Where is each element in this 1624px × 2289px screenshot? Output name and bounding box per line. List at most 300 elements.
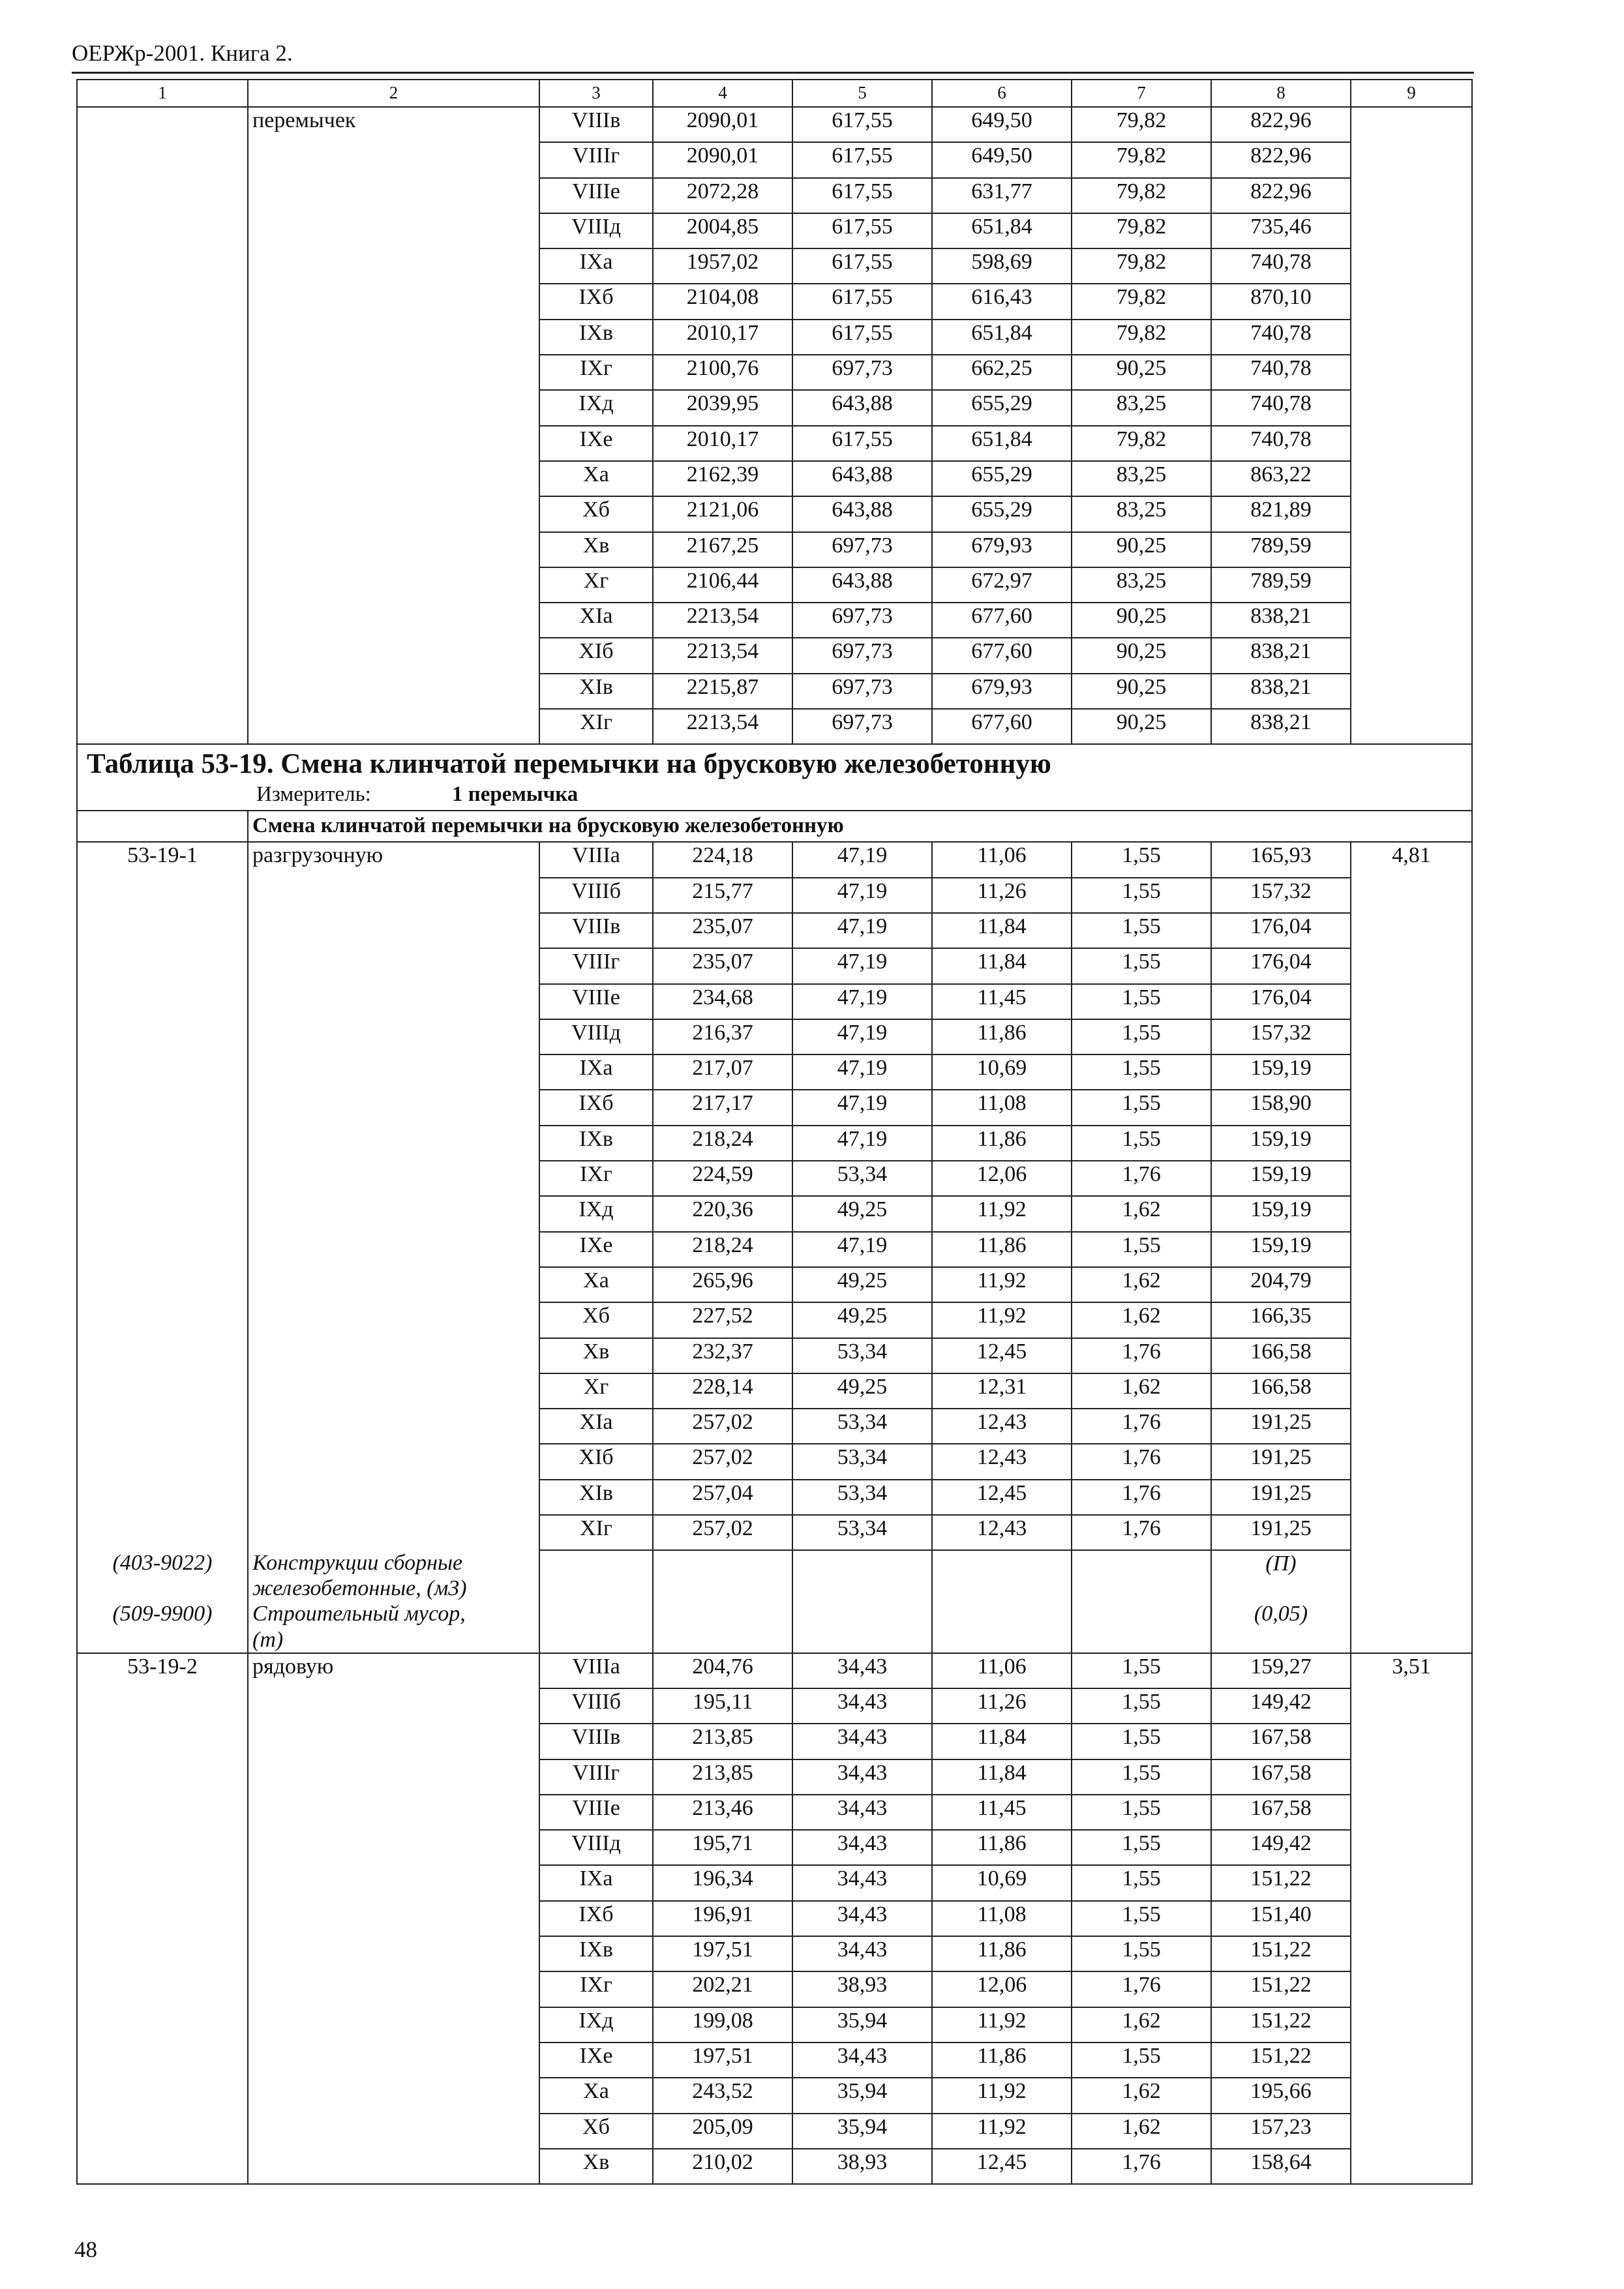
machines-cell: 649,50	[932, 142, 1072, 177]
labor-cell	[1351, 1055, 1472, 1090]
table-row	[77, 1444, 1472, 1479]
machines-cell: 651,84	[932, 213, 1072, 248]
table-row	[77, 567, 1472, 603]
zone-cell: IXд	[539, 1196, 653, 1231]
code-cell	[77, 461, 248, 496]
description-cell	[248, 1302, 539, 1338]
zone-cell: VIIIд	[539, 213, 653, 248]
machines-cell: 12,43	[932, 1515, 1072, 1550]
zone-cell: IXб	[539, 284, 653, 319]
wages-cell: 34,43	[792, 2042, 932, 2078]
total-cost-cell: 195,11	[653, 1688, 792, 1724]
total-cost-cell: 2004,85	[653, 213, 792, 248]
table-row	[77, 878, 1472, 913]
code-cell	[77, 107, 248, 142]
labor-cell	[1351, 2042, 1472, 2078]
zone-cell: IXд	[539, 390, 653, 425]
materials-cell: 167,58	[1211, 1795, 1351, 1830]
machinist-wages-cell: 90,25	[1072, 355, 1211, 390]
total-cost-cell: 218,24	[653, 1126, 792, 1161]
description-cell	[248, 1090, 539, 1125]
description-cell: рядовую	[248, 1653, 539, 1688]
zone-cell: XIв	[539, 1480, 653, 1515]
wages-cell: 34,43	[792, 1688, 932, 1724]
zone-cell: VIIIа	[539, 1653, 653, 1688]
table-row	[77, 390, 1472, 425]
code-cell	[77, 496, 248, 531]
machines-cell: 11,45	[932, 984, 1072, 1019]
zone-cell: Xа	[539, 461, 653, 496]
materials-cell: 838,21	[1211, 709, 1351, 744]
wages-cell: 34,43	[792, 1830, 932, 1865]
zone-cell: VIIIг	[539, 142, 653, 177]
section-title: Смена клинчатой перемычки на брусковую железобетонную	[248, 811, 1472, 842]
machines-cell: 11,86	[932, 1019, 1072, 1055]
labor-cell	[1351, 1373, 1472, 1409]
table-row	[77, 1126, 1472, 1161]
wages-cell: 34,43	[792, 1936, 932, 1971]
wages-cell: 617,55	[792, 142, 932, 177]
table-row	[77, 913, 1472, 948]
machines-cell: 11,45	[932, 1795, 1072, 1830]
machinist-wages-cell: 1,55	[1072, 1865, 1211, 1900]
wages-cell: 47,19	[792, 1090, 932, 1125]
machinist-wages-cell: 1,76	[1072, 1971, 1211, 2007]
description-cell	[248, 426, 539, 461]
description-cell	[248, 878, 539, 913]
code-cell	[77, 1302, 248, 1338]
description-cell	[248, 1688, 539, 1724]
wages-cell: 47,19	[792, 913, 932, 948]
machinist-wages-cell: 1,55	[1072, 1232, 1211, 1267]
total-cost-cell: 235,07	[653, 913, 792, 948]
wages-cell: 643,88	[792, 390, 932, 425]
column-number: 7	[1072, 80, 1211, 107]
machinist-wages-cell: 79,82	[1072, 284, 1211, 319]
materials-cell: 167,58	[1211, 1724, 1351, 1759]
materials-cell: 159,19	[1211, 1161, 1351, 1196]
wages-cell: 643,88	[792, 496, 932, 531]
table-row	[77, 709, 1472, 744]
machines-cell: 11,26	[932, 1688, 1072, 1724]
description-cell	[248, 496, 539, 531]
code-cell	[77, 532, 248, 567]
wages-cell: 49,25	[792, 1196, 932, 1231]
labor-cell	[1351, 878, 1472, 913]
wages-cell: 697,73	[792, 532, 932, 567]
materials-cell: 176,04	[1211, 984, 1351, 1019]
machines-cell: 11,92	[932, 2078, 1072, 2113]
machinist-wages-cell: 1,55	[1072, 984, 1211, 1019]
zone-cell: VIIIг	[539, 1759, 653, 1795]
machines-cell: 12,31	[932, 1373, 1072, 1409]
zone-cell: VIIIд	[539, 1019, 653, 1055]
column-number: 3	[539, 80, 653, 107]
code-cell	[77, 2149, 248, 2184]
total-cost-cell: 227,52	[653, 1302, 792, 1338]
wages-cell: 643,88	[792, 567, 932, 603]
code-cell	[77, 1865, 248, 1900]
zone-cell: VIIIв	[539, 107, 653, 142]
wages-cell: 35,94	[792, 2114, 932, 2149]
machines-cell: 11,92	[932, 1196, 1072, 1231]
table-row	[77, 1830, 1472, 1865]
empty-cell	[932, 1550, 1072, 1601]
description-cell	[248, 142, 539, 177]
wages-cell: 34,43	[792, 1795, 932, 1830]
machines-cell: 11,86	[932, 1126, 1072, 1161]
description-cell	[248, 1759, 539, 1795]
description-cell	[248, 532, 539, 567]
zone-cell: XIб	[539, 638, 653, 673]
machinist-wages-cell: 1,55	[1072, 1019, 1211, 1055]
wages-cell: 53,34	[792, 1444, 932, 1479]
materials-cell: 166,58	[1211, 1373, 1351, 1409]
materials-cell: 165,93	[1211, 842, 1351, 877]
description-cell	[248, 1480, 539, 1515]
total-cost-cell: 196,91	[653, 1901, 792, 1936]
machinist-wages-cell: 79,82	[1072, 107, 1211, 142]
description-cell	[248, 355, 539, 390]
labor-cell	[1351, 1936, 1472, 1971]
zone-cell: Xб	[539, 2114, 653, 2149]
labor-cell	[1351, 1302, 1472, 1338]
table-row	[77, 1795, 1472, 1830]
wages-cell: 53,34	[792, 1161, 932, 1196]
description-cell	[248, 948, 539, 983]
total-cost-cell: 2010,17	[653, 320, 792, 355]
code-cell	[77, 2114, 248, 2149]
wages-cell: 53,34	[792, 1515, 932, 1550]
machinist-wages-cell: 1,62	[1072, 1267, 1211, 1302]
machinist-wages-cell: 1,62	[1072, 2078, 1211, 2113]
table-row	[77, 1865, 1472, 1900]
materials-cell: 822,96	[1211, 107, 1351, 142]
wages-cell: 35,94	[792, 2007, 932, 2042]
description-cell	[248, 1409, 539, 1444]
labor-cell	[1351, 1759, 1472, 1795]
table-row	[77, 1688, 1472, 1724]
machinist-wages-cell: 79,82	[1072, 178, 1211, 213]
total-cost-cell: 243,52	[653, 2078, 792, 2113]
description-cell	[248, 603, 539, 638]
total-cost-cell: 216,37	[653, 1019, 792, 1055]
zone-cell: IXв	[539, 1936, 653, 1971]
resource-name	[248, 1550, 539, 1601]
zone-cell: VIIIб	[539, 878, 653, 913]
materials-cell: 157,32	[1211, 1019, 1351, 1055]
empty-cell	[792, 1601, 932, 1653]
labor-cell	[1351, 1338, 1472, 1373]
total-cost-cell: 218,24	[653, 1232, 792, 1267]
labor-cell	[1351, 1865, 1472, 1900]
code-cell	[77, 284, 248, 319]
wages-cell: 34,43	[792, 1865, 932, 1900]
description-cell	[248, 1196, 539, 1231]
description-cell	[248, 1055, 539, 1090]
code-cell	[77, 1161, 248, 1196]
machines-cell: 11,84	[932, 1724, 1072, 1759]
column-number: 6	[932, 80, 1072, 107]
total-cost-cell: 205,09	[653, 2114, 792, 2149]
total-cost-cell: 257,02	[653, 1515, 792, 1550]
total-cost-cell: 232,37	[653, 1338, 792, 1373]
measure-value: 1 перемычка	[452, 783, 579, 807]
code-cell	[77, 709, 248, 744]
table-row	[77, 1759, 1472, 1795]
description-cell	[248, 913, 539, 948]
materials-cell: 191,25	[1211, 1515, 1351, 1550]
rates-table	[76, 79, 1473, 2185]
machinist-wages-cell: 1,76	[1072, 1444, 1211, 1479]
labor-cell	[1351, 674, 1472, 709]
zone-cell: IXд	[539, 2007, 653, 2042]
resource-code: (403-9022)	[77, 1550, 248, 1601]
labor-cell	[1351, 1480, 1472, 1515]
table-row	[77, 426, 1472, 461]
machines-cell: 677,60	[932, 603, 1072, 638]
zone-cell: XIг	[539, 1515, 653, 1550]
code-cell	[77, 142, 248, 177]
machinist-wages-cell: 1,55	[1072, 1759, 1211, 1795]
materials-cell: 789,59	[1211, 567, 1351, 603]
wages-cell: 35,94	[792, 2078, 932, 2113]
wages-cell: 697,73	[792, 355, 932, 390]
table-row	[77, 1724, 1472, 1759]
zone-cell: IXе	[539, 1232, 653, 1267]
machines-cell: 11,86	[932, 1232, 1072, 1267]
labor-cell	[1351, 948, 1472, 983]
labor-cell	[1351, 1444, 1472, 1479]
labor-cell	[1351, 284, 1472, 319]
labor-cell	[1351, 107, 1472, 142]
machines-cell: 12,43	[932, 1444, 1072, 1479]
total-cost-cell: 257,02	[653, 1409, 792, 1444]
materials-cell: 158,64	[1211, 2149, 1351, 2184]
materials-cell: 159,19	[1211, 1196, 1351, 1231]
machines-cell: 651,84	[932, 426, 1072, 461]
table-row	[77, 1055, 1472, 1090]
description-cell	[248, 1515, 539, 1550]
code-cell	[77, 1055, 248, 1090]
materials-cell: 740,78	[1211, 320, 1351, 355]
labor-cell	[1351, 532, 1472, 567]
description-cell	[248, 1830, 539, 1865]
machinist-wages-cell: 1,62	[1072, 1196, 1211, 1231]
machinist-wages-cell: 1,76	[1072, 1515, 1211, 1550]
code-cell	[77, 1090, 248, 1125]
zone-cell: VIIIа	[539, 842, 653, 877]
machinist-wages-cell: 1,55	[1072, 842, 1211, 877]
total-cost-cell: 2213,54	[653, 709, 792, 744]
description-cell: перемычек	[248, 107, 539, 142]
description-cell	[248, 248, 539, 284]
zone-cell: Xг	[539, 1373, 653, 1409]
machines-cell: 11,84	[932, 913, 1072, 948]
machines-cell: 11,84	[932, 948, 1072, 983]
table-row	[77, 984, 1472, 1019]
wages-cell: 617,55	[792, 426, 932, 461]
empty-cell	[792, 1550, 932, 1601]
total-cost-cell: 2100,76	[653, 355, 792, 390]
code-cell	[77, 567, 248, 603]
column-number: 1	[77, 80, 248, 107]
table-row	[77, 1090, 1472, 1125]
table-row	[77, 284, 1472, 319]
total-cost-cell: 196,34	[653, 1865, 792, 1900]
resource-name-line: Конструкции сборные	[252, 1551, 463, 1576]
machines-cell: 10,69	[932, 1055, 1072, 1090]
total-cost-cell: 210,02	[653, 2149, 792, 2184]
code-cell	[77, 948, 248, 983]
machines-cell: 655,29	[932, 496, 1072, 531]
zone-cell: VIIIе	[539, 1795, 653, 1830]
labor-cell	[1351, 1795, 1472, 1830]
code-cell	[77, 1019, 248, 1055]
total-cost-cell: 2072,28	[653, 178, 792, 213]
labor-cell	[1351, 984, 1472, 1019]
machines-cell: 11,08	[932, 1090, 1072, 1125]
table-row	[77, 1161, 1472, 1196]
resource-value: (0,05)	[1211, 1601, 1351, 1653]
table-row	[77, 1373, 1472, 1409]
zone-cell: VIIIв	[539, 913, 653, 948]
header-rule	[72, 72, 1474, 74]
materials-cell: 191,25	[1211, 1409, 1351, 1444]
resource-row	[77, 1550, 1472, 1601]
machinist-wages-cell: 79,82	[1072, 142, 1211, 177]
description-cell	[248, 638, 539, 673]
wages-cell: 697,73	[792, 674, 932, 709]
code-cell	[77, 1196, 248, 1231]
machines-cell: 11,92	[932, 1302, 1072, 1338]
total-cost-cell: 2090,01	[653, 107, 792, 142]
machinist-wages-cell: 1,55	[1072, 1795, 1211, 1830]
total-cost-cell: 224,18	[653, 842, 792, 877]
materials-cell: 167,58	[1211, 1759, 1351, 1795]
code-cell	[77, 1409, 248, 1444]
machines-cell: 655,29	[932, 390, 1072, 425]
machinist-wages-cell: 1,62	[1072, 1373, 1211, 1409]
total-cost-cell: 195,71	[653, 1830, 792, 1865]
description-cell	[248, 1232, 539, 1267]
code-cell	[77, 1830, 248, 1865]
machines-cell: 11,92	[932, 1267, 1072, 1302]
total-cost-cell: 2010,17	[653, 426, 792, 461]
description-cell	[248, 1901, 539, 1936]
description-cell	[248, 674, 539, 709]
code-cell	[77, 1373, 248, 1409]
zone-cell: IXг	[539, 355, 653, 390]
machines-cell: 11,06	[932, 842, 1072, 877]
materials-cell: 191,25	[1211, 1444, 1351, 1479]
materials-cell: 789,59	[1211, 532, 1351, 567]
labor-cell	[1351, 426, 1472, 461]
materials-cell: 822,96	[1211, 178, 1351, 213]
code-cell	[77, 1480, 248, 1515]
table-row	[77, 948, 1472, 983]
column-number: 9	[1351, 80, 1472, 107]
machinist-wages-cell: 1,55	[1072, 913, 1211, 948]
wages-cell: 617,55	[792, 178, 932, 213]
labor-cell	[1351, 1019, 1472, 1055]
table-row	[77, 1480, 1472, 1515]
machinist-wages-cell: 79,82	[1072, 248, 1211, 284]
materials-cell: 822,96	[1211, 142, 1351, 177]
wages-cell: 697,73	[792, 603, 932, 638]
empty-cell	[1072, 1550, 1211, 1601]
table-row	[77, 461, 1472, 496]
total-cost-cell: 257,02	[653, 1444, 792, 1479]
zone-cell: Xв	[539, 1338, 653, 1373]
zone-cell: IXе	[539, 2042, 653, 2078]
wages-cell: 34,43	[792, 1724, 932, 1759]
labor-cell	[1351, 567, 1472, 603]
machinist-wages-cell: 83,25	[1072, 461, 1211, 496]
machines-cell: 11,92	[932, 2114, 1072, 2149]
zone-cell: Xб	[539, 1302, 653, 1338]
machines-cell: 651,84	[932, 320, 1072, 355]
table-body	[77, 80, 1472, 2184]
materials-cell: 159,19	[1211, 1232, 1351, 1267]
code-cell	[77, 638, 248, 673]
machines-cell: 12,45	[932, 1480, 1072, 1515]
materials-cell: 863,22	[1211, 461, 1351, 496]
code-cell	[77, 390, 248, 425]
total-cost-cell: 215,77	[653, 878, 792, 913]
labor-cell	[1351, 320, 1472, 355]
table-row	[77, 1936, 1472, 1971]
zone-cell: VIIIв	[539, 1724, 653, 1759]
code-cell	[77, 1267, 248, 1302]
total-cost-cell: 217,17	[653, 1090, 792, 1125]
resource-name-line: (т)	[252, 1627, 284, 1652]
wages-cell: 47,19	[792, 948, 932, 983]
wages-cell: 49,25	[792, 1267, 932, 1302]
table-row	[77, 1653, 1472, 1688]
description-cell	[248, 1936, 539, 1971]
resource-row	[77, 1601, 1472, 1653]
materials-cell: 821,89	[1211, 496, 1351, 531]
wages-cell: 47,19	[792, 878, 932, 913]
machinist-wages-cell: 1,55	[1072, 1830, 1211, 1865]
machinist-wages-cell: 1,55	[1072, 948, 1211, 983]
labor-cell	[1351, 603, 1472, 638]
materials-cell: 838,21	[1211, 603, 1351, 638]
materials-cell: 157,32	[1211, 878, 1351, 913]
table-row	[77, 213, 1472, 248]
code-cell	[77, 355, 248, 390]
table-row	[77, 1232, 1472, 1267]
code-cell: 53-19-2	[77, 1653, 248, 1688]
machinist-wages-cell: 1,55	[1072, 1055, 1211, 1090]
column-number-row	[77, 80, 1472, 107]
wages-cell: 38,93	[792, 1971, 932, 2007]
table-row	[77, 674, 1472, 709]
labor-cell	[1351, 178, 1472, 213]
total-cost-cell: 1957,02	[653, 248, 792, 284]
code-cell	[77, 2042, 248, 2078]
empty-cell	[539, 1550, 653, 1601]
total-cost-cell: 2215,87	[653, 674, 792, 709]
total-cost-cell: 2162,39	[653, 461, 792, 496]
materials-cell: 838,21	[1211, 638, 1351, 673]
description-cell	[248, 2007, 539, 2042]
wages-cell: 47,19	[792, 1055, 932, 1090]
table-row	[77, 1515, 1472, 1550]
zone-cell: IXе	[539, 426, 653, 461]
wages-cell: 47,19	[792, 842, 932, 877]
